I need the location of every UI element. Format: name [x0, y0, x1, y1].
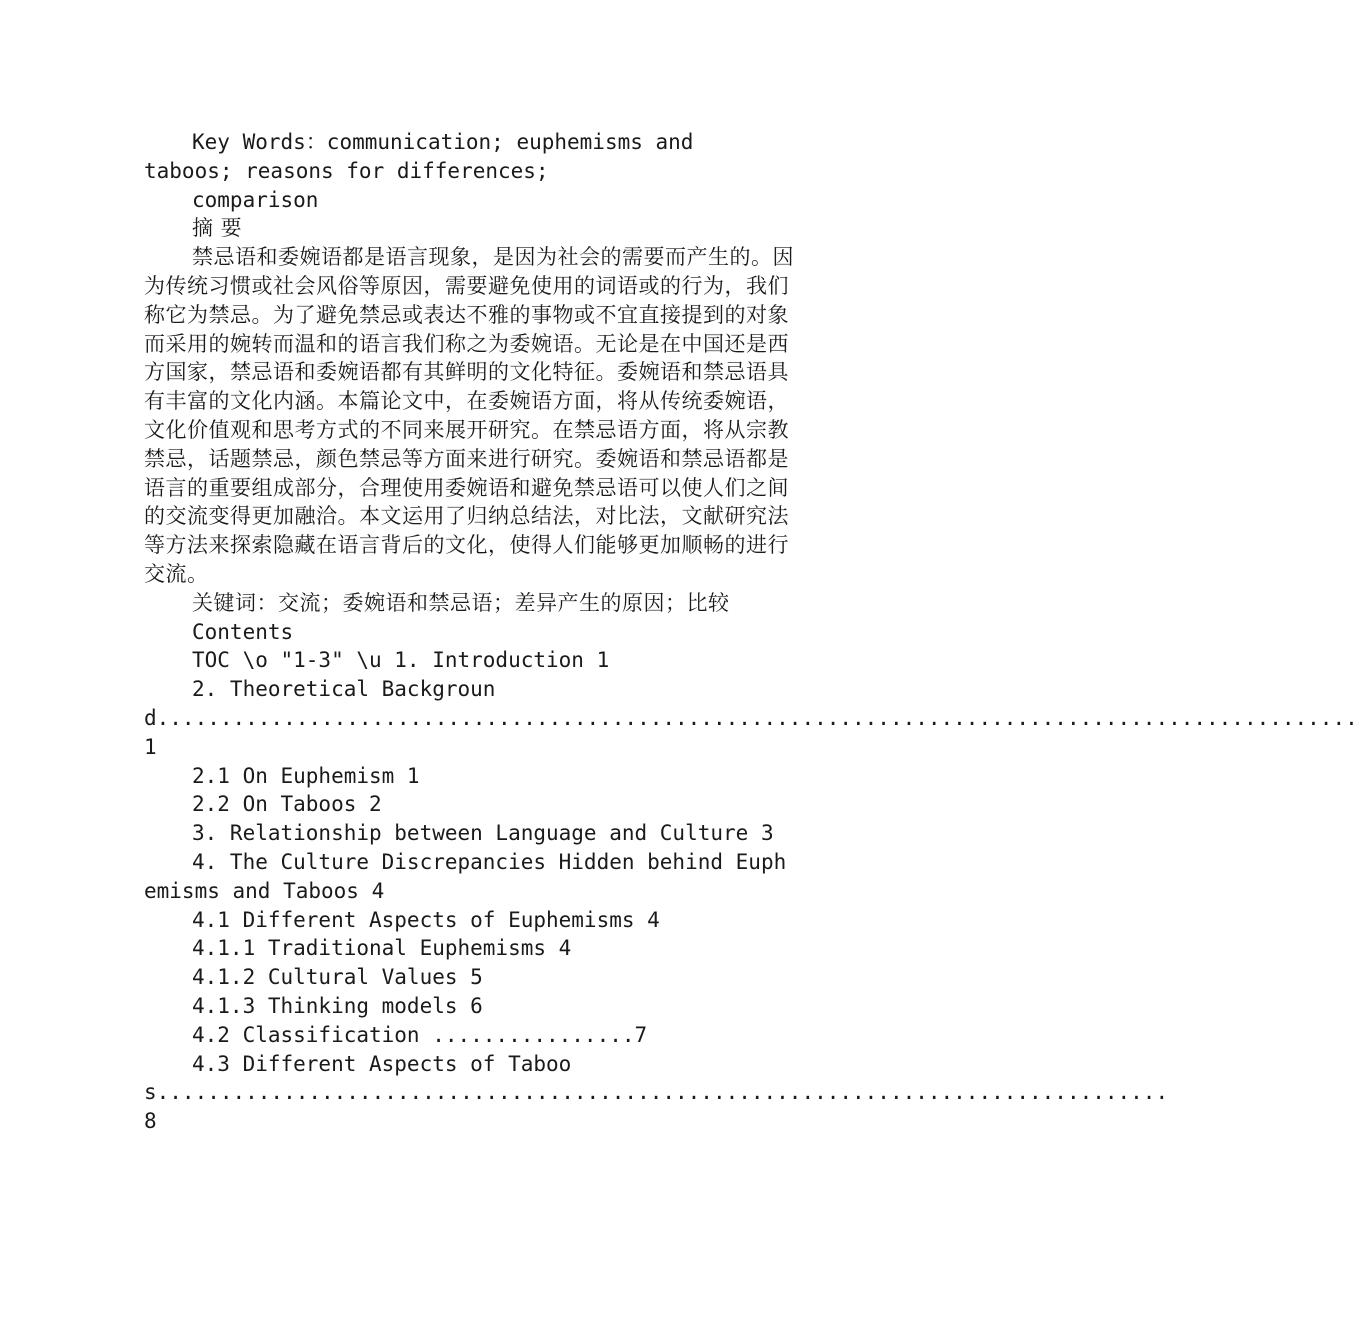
english-keywords-text: communication; euphemisms and taboos; reasons for differences; — [144, 130, 694, 183]
toc-entry: 2.2 On Taboos 2 — [192, 792, 382, 817]
abstract-body: 禁忌语和委婉语都是语言现象，是因为社会的需要而产生的。因为传统习惯或社会风俗等原因，需要避免使用的词语或的行为，我们称它为禁忌。为了避免禁忌或表达不雅的事物或不宜直接提到的对象而采用的婉转而温和的语言我们称之为委婉语。无论是在中国还是西方国家，禁忌语和委婉语都有其鲜明的文化特征。委婉语和禁忌语具有丰富的文化内涵。本篇论文中，在委婉语方面，将从传统委婉语，文化价值观和思考方式的不同来展开研究。在禁忌语方面，将从宗教禁忌，话题禁忌，颜色禁忌等方面来进行研究。委婉语和禁忌语都是语言的重要组成部分，合理使用委婉语和避免禁忌语可以使人们之间的交流变得更加融洽。本文运用了归纳总结法，对比法，文献研究法等方法来探索隐藏在语言背后的文化，使得人们能够更加顺畅的进行交流。 — [144, 245, 794, 586]
abstract-heading: 摘 要 — [192, 216, 243, 241]
toc-entry: TOC \o "1-3" \u 1. Introduction 1 — [192, 648, 610, 673]
toc-entry: 4.1 Different Aspects of Euphemisms 4 — [192, 907, 660, 932]
english-keywords-continuation: comparison — [192, 187, 319, 212]
toc-entry: 4. The Culture Discrepancies Hidden behind Euphemisms and Taboos 4 — [144, 849, 787, 903]
toc-entry: 4.1.1 Traditional Euphemisms 4 — [192, 936, 572, 961]
toc-entry: 4.3 Different Aspects of Taboos................................................................................8 — [144, 1051, 1169, 1134]
contents-heading: Contents — [192, 619, 294, 644]
toc-entry: 4.1.3 Thinking models 6 — [192, 993, 483, 1018]
toc-entry: 4.1.2 Cultural Values 5 — [192, 965, 483, 990]
table-of-contents — [144, 646, 1358, 1136]
toc-entry: 2. Theoretical Background...............................................................................................1 — [144, 677, 1358, 759]
toc-entry: 3. Relationship between Language and Culture 3 — [192, 821, 774, 846]
english-keywords — [144, 128, 794, 186]
document-page — [144, 128, 1358, 1136]
chinese-keywords: 关键词：交流；委婉语和禁忌语；差异产生的原因；比较 — [192, 590, 730, 615]
toc-entry: 2.1 On Euphemism 1 — [192, 763, 420, 788]
toc-entry: 4.2 Classification ................7 — [192, 1022, 648, 1047]
english-keywords-label: Key Words： — [192, 130, 327, 154]
